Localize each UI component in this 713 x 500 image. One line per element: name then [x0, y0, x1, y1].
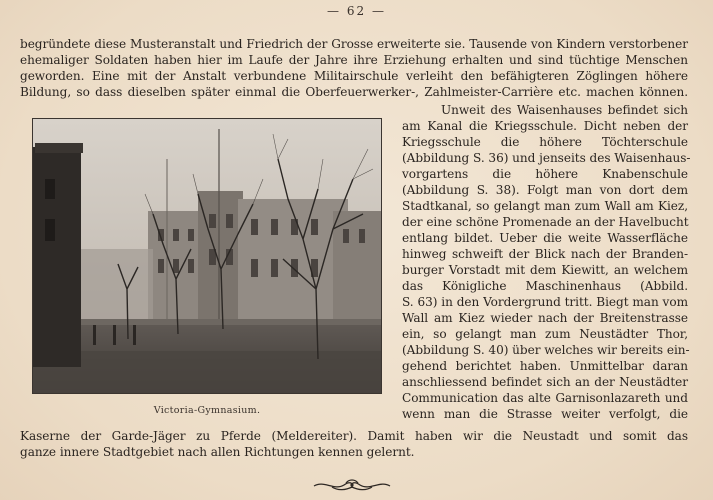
photo-caption: Victoria-Gymnasium. — [153, 405, 261, 416]
ornament-icon — [312, 477, 392, 493]
text-line: wenn man die Strasse weiter verfolgt, die — [402, 407, 688, 421]
text-line: ganze innere Stadtgebiet nach allen Richtungen kennen gelernt. — [20, 445, 415, 459]
text-line: begründete diese Musteranstalt und Friedrich der Grosse erweiterte sie. Tausende von Kindern verstorbener — [20, 37, 688, 51]
text-line: Stadtkanal, so gelangt man zum Wall am Kiez, — [402, 199, 688, 213]
text-line: vorgartens die höhere Knabenschule — [402, 167, 688, 181]
text-line: entlang bildet. Ueber die weite Wasserfläche — [402, 231, 688, 245]
text-line: das Königliche Maschinenhaus (Abbild. — [402, 279, 688, 293]
text-line: Unweit des Waisenhauses befindet sich — [441, 103, 688, 117]
text-line: anschliessend befindet sich an der Neustädter — [402, 375, 688, 389]
text-line: (Abbildung S. 38). Folgt man von dort dem — [402, 183, 688, 197]
text-line: Kaserne der Garde-Jäger zu Pferde (Meldereiter). Damit haben wir die Neustadt und somit das — [20, 429, 688, 443]
text-line: gehend berichtet haben. Unmittelbar daran — [402, 359, 688, 373]
photo-illustration — [33, 119, 381, 393]
victoria-gymnasium-photo — [33, 119, 381, 393]
text-line: burger Vorstadt mit dem Kiewitt, an welchem — [402, 263, 688, 277]
text-line: hinweg schweift der Blick nach der Branden- — [402, 247, 688, 261]
text-line: (Abbildung S. 36) und jenseits des Waisenhaus- — [402, 151, 691, 165]
text-line: S. 63) in den Vordergrund tritt. Biegt man vom — [402, 295, 688, 309]
text-line: der eine schöne Promenade an der Havelbucht — [402, 215, 689, 229]
text-line: Wall am Kiez wieder nach der Breitenstrasse — [402, 311, 688, 325]
text-line: ehemaliger Soldaten haben hier im Laufe der Jahre ihre Erziehung erhalten und sind tüchtige Menschen — [20, 53, 688, 67]
text-line: (Abbildung S. 40) über welches wir bereits ein- — [402, 343, 690, 357]
text-line: am Kanal die Kriegsschule. Dicht neben der — [402, 119, 688, 133]
text-line: ein, so gelangt man zum Neustädter Thor, — [402, 327, 688, 341]
text-line: Kriegsschule die höhere Töchterschule — [402, 135, 688, 149]
page-number: — 62 — — [327, 4, 386, 18]
text-line: Bildung, so dass dieselben später einmal die Oberfeuerwerker-, Zahlmeister-Carrière etc. machen können. — [20, 85, 688, 99]
text-line: Communication das alte Garnisonlazareth und — [402, 391, 688, 405]
text-line: geworden. Eine mit der Anstalt verbundene Militairschule verleiht den befähigteren Zöglingen höhere — [20, 69, 688, 83]
